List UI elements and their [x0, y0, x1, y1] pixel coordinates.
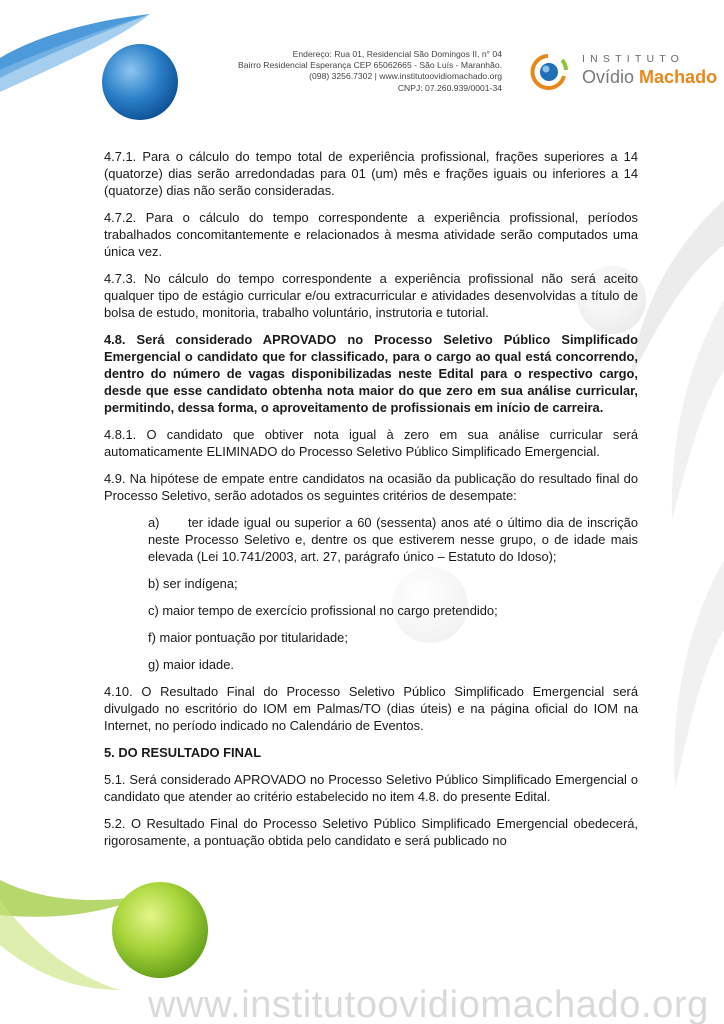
logo-name-bold: Machado: [639, 67, 718, 87]
paragraph-4-7-3: 4.7.3. No cálculo do tempo correspondente a experiência profissional não será aceito qualquer tipo de estágio curricular e/ou extracurricular e atividades desenvolvidas a título de bolsa de estudo, monitoria, trabalho voluntário, instrutoria e tutorial.: [104, 271, 638, 320]
document-body: [104, 148, 638, 849]
institute-logo-icon: [528, 52, 576, 92]
criterion-a-letter: a): [148, 515, 160, 530]
criterion-c: c) maior tempo de exercício profissional no cargo pretendido;: [148, 603, 498, 618]
criterion-a-text: ter idade igual ou superior a 60 (sessenta) anos até o último dia de inscrição neste Processo Seletivo e, dentre os que estiverem nesse grupo, o de idade mais elevada (Lei 10.741/2003, art. 27, parágrafo único – Estatuto do Idoso);: [148, 515, 638, 564]
paragraph-4-10: 4.10. O Resultado Final do Processo Seletivo Público Simplificado Emergencial será divulgado no escritório do IOM em Palmas/TO (dias úteis) e na página oficial do IOM na Internet, no período indicado no Calendário de Eventos.: [104, 684, 638, 733]
paragraph-5-1: 5.1. Será considerado APROVADO no Processo Seletivo Público Simplificado Emergencial o candidato que atender ao critério estabelecido no item 4.8. do presente Edital.: [104, 772, 638, 804]
paragraph-4-7-2: 4.7.2. Para o cálculo do tempo correspondente a experiência profissional, períodos trabalhados concomitantemente e relacionados à mesma atividade serão computados uma única vez.: [104, 210, 638, 259]
section-heading-5: 5. DO RESULTADO FINAL: [104, 745, 262, 760]
header-address-block: [162, 49, 502, 94]
paragraph-4-8: 4.8. Será considerado APROVADO no Processo Seletivo Público Simplificado Emergencial o candidato que for classificado, para o cargo ao qual está concorrendo, dentro do número de vagas disponibilizadas neste Edital para o respectivo cargo, desde que esse candidato obtenha nota maior do que zero em sua análise curricular, permitindo, dessa forma, o aproveitamento de profissionais em início de carreira.: [104, 332, 638, 415]
cnpj-line: CNPJ: 07.260.939/0001-34: [397, 82, 502, 93]
logo-top-text: INSTITUTO: [582, 53, 685, 65]
logo-name: [582, 67, 717, 88]
criterion-a: [104, 514, 638, 565]
criterion-b: b) ser indígena;: [148, 576, 238, 591]
paragraph-4-8-1: 4.8.1. O candidato que obtiver nota igual à zero em sua análise curricular será automaticamente ELIMINADO do Processo Seletivo Público Simplificado Emergencial.: [104, 427, 638, 459]
paragraph-5-2: 5.2. O Resultado Final do Processo Seletivo Público Simplificado Emergencial obedecerá, rigorosamente, a pontuação obtida pelo candidato e será publicado no: [104, 816, 638, 848]
address-line: Endereço: Rua 01, Residencial São Domingos II, n° 04: [292, 49, 502, 59]
criterion-g: g) maior idade.: [148, 657, 234, 672]
institute-logo: [528, 50, 718, 96]
logo-name-light: Ovídio: [582, 67, 635, 87]
paragraph-4-7-1: 4.7.1. Para o cálculo do tempo total de experiência profissional, frações superiores a 14 (quatorze) dias serão arredondadas para 01 (um) mês e frações iguais ou inferiores a 14 (quatorze) dias não serão consideradas.: [104, 149, 638, 198]
phone-website-line: (098) 3256.7302 | www.institutoovidiomachado.org: [309, 71, 502, 82]
address-line: Bairro Residencial Esperança CEP 65062665 - São Luís - Maranhão.: [237, 60, 502, 71]
paragraph-4-9: 4.9. Na hipótese de empate entre candidatos na ocasião da publicação do resultado final do Processo Seletivo, serão adotados os seguintes critérios de desempate:: [104, 471, 638, 503]
footer-website-url: www.institutoovidiomachado.org: [148, 984, 709, 1024]
criterion-f: f) maior pontuação por titularidade;: [148, 630, 348, 645]
